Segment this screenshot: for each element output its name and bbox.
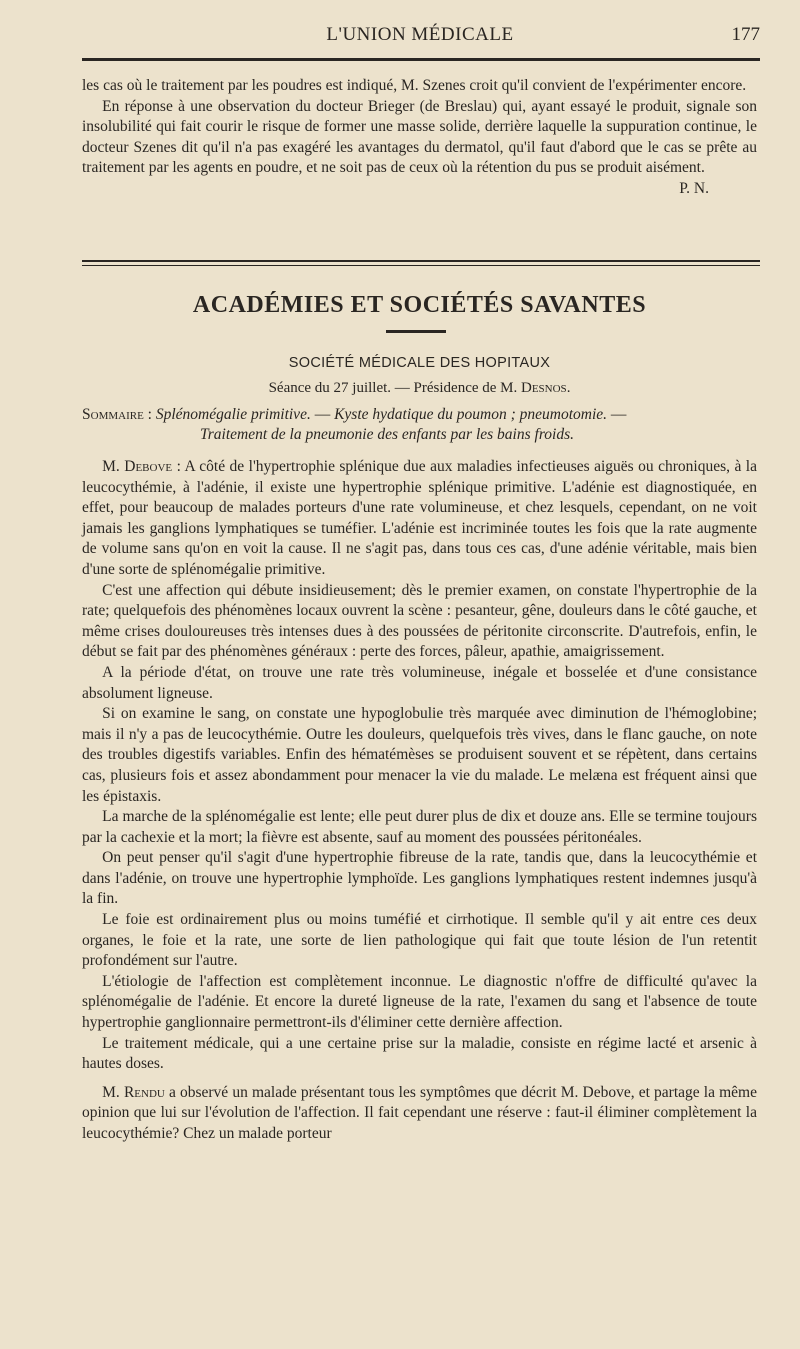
- body-text: [82, 457, 757, 1145]
- summary-dash-1: —: [310, 406, 335, 423]
- section-rule-top: [82, 260, 760, 262]
- body-paragraph-1-text: : A côté de l'hypertrophie splénique due aux maladies infectieuses aiguës ou chroniques, à la leucocythémie, à l'adénie, il existe une hypertrophie splénique primitive. L'adénie est diagnostiquée, en effet, pour beaucoup de malades porteurs d'une rate volumineuse, et chez lesquels, cependant, on ne voit jamais les ganglions lymphatiques se tuméfier. L'adénie est incriminée toutes les fois que la rate augmente de volume sans qu'on en voit la cause. Il ne s'agit pas, dans tous ces cas, d'une adénie véritable, mais bien d'une sorte de splénomégalie primitive.: [82, 458, 757, 578]
- section-title: ACADÉMIES ET SOCIÉTÉS SAVANTES: [192, 292, 647, 318]
- summary-item-2: Kyste hydatique du poumon ; pneumotomie.: [334, 406, 608, 423]
- body-paragraph-4: Si on examine le sang, on constate une hypoglobulie très marquée avec diminution de l'hémoglobine; mais il n'y a pas de leucocythémie. Outre les douleurs, quelquefois très vives, dans le flanc gauche, on note des troubles digestifs variables. Enfin des hématémèses se produisent souvent et se répètent, dans certains cas, plusieurs fois et assez abondamment pour menacer la vie du malade. Le melæna est fréquent ainsi que les épistaxis.: [82, 705, 757, 805]
- summary: [82, 405, 757, 445]
- session-president: Desnos: [521, 380, 567, 396]
- speaker-debove: Debove: [124, 458, 173, 475]
- body-paragraph-5: La marche de la splénomégalie est lente; elle peut durer plus de dix et douze ans. Elle se termine toujours par la cachexie et la mort; la fièvre est absente, sauf au moment des poussées péritonéales.: [82, 808, 757, 846]
- body-paragraph-2: C'est une affection qui débute insidieusement; dès le premier examen, on constate l'hypertrophie de la rate; quelquefois des phénomènes locaux ouvrent la scène : pesanteur, gêne, douleurs dans le côté gauche, et même crises douloureuses très intenses dues à des poussées de péritonite circonscrite. D'autrefois, enfin, le début se fait par des phénomènes généraux : perte des forces, pâleur, apathie, amaigrissement.: [82, 581, 757, 661]
- society-name: SOCIÉTÉ MÉDICALE DES HOPITAUX: [288, 355, 551, 371]
- body-paragraph-9: Le traitement médicale, qui a une certaine prise sur la maladie, consiste en régime lacté et arsenic à hautes doses.: [82, 1034, 757, 1073]
- body-paragraph-6: On peut penser qu'il s'agit d'une hypertrophie fibreuse de la rate, tandis que, dans la leucocythémie et dans l'adénie, on trouve une hypertrophie lymphoïde. Les ganglions lymphatiques restent indemnes jusqu'à la fin.: [82, 849, 757, 908]
- body-paragraph-10-text: a observé un malade présentant tous les symptômes que décrit M. Debove, et partage la même opinion que lui sur l'évolution de l'affection. Il fait cependant une réserve : faut-il éliminer complètement la leucocythémie? Chez un malade porteur: [82, 1083, 757, 1142]
- body-paragraph-10: [82, 1083, 757, 1145]
- summary-dash-2: —: [607, 406, 627, 423]
- summary-item-1: Splénomégalie primitive.: [155, 406, 311, 423]
- running-header: [80, 24, 760, 52]
- speaker-prefix: M.: [102, 458, 125, 475]
- intro-paragraph-2: En réponse à une observation du docteur Brieger (de Breslau) qui, ayant essayé le produit, signale son insolubilité qui fait courir le risque de former une masse solide, derrière laquelle la suppuration continue, le docteur Szenes dit qu'il n'a pas exagéré les avantages du dermatol, qu'il faut d'abord que le cas se prête au traitement par les agents en poudre, et ne soit pas de ceux où la rétention du pus se produit aisément.: [82, 97, 757, 177]
- speaker-prefix-2: M.: [102, 1083, 124, 1101]
- body-paragraph-3: A la période d'état, on trouve une rate très volumineuse, inégale et bosselée et d'une consistance absolument ligneuse.: [82, 663, 757, 702]
- page-number: 177: [731, 24, 760, 45]
- speaker-rendu: Rendu: [123, 1083, 165, 1101]
- session-prefix: Séance du 27 juillet. — Présidence de M.: [268, 380, 521, 396]
- summary-label: Sommaire: [82, 406, 144, 423]
- session-suffix: .: [566, 380, 571, 396]
- intro-text: [82, 76, 757, 200]
- summary-separator: :: [143, 406, 156, 423]
- section-rule-bottom: [82, 265, 760, 266]
- body-paragraph-1: [82, 457, 757, 581]
- intro-paragraph-1: les cas où le traitement par les poudres est indiqué, M. Szenes croit qu'il convient de l'expérimenter encore.: [82, 77, 747, 94]
- summary-item-3: Traitement de la pneumonie des enfants par les bains froids.: [200, 426, 574, 443]
- header-rule: [82, 58, 760, 61]
- body-paragraph-8: L'étiologie de l'affection est complètement inconnue. Le diagnostic n'offre de difficulté qu'avec la splénomégalie de l'adénie. Et encore la dureté ligneuse de la rate, l'examen du sang et l'absence de toute hypertrophie ganglionnaire permettront-ils d'éliminer cette dernière affection.: [82, 972, 757, 1032]
- signature: P. N.: [679, 179, 709, 197]
- journal-title: L'UNION MÉDICALE: [326, 24, 514, 45]
- section-divider: [386, 330, 446, 333]
- body-paragraph-7: Le foie est ordinairement plus ou moins tuméfié et cirrhotique. Il semble qu'il y ait entre ces deux organes, le foie et la rate, une sorte de lien pathologique qui fait que toute lésion de l'un retentit profondément sur l'autre.: [82, 911, 757, 970]
- session-line: [82, 380, 757, 397]
